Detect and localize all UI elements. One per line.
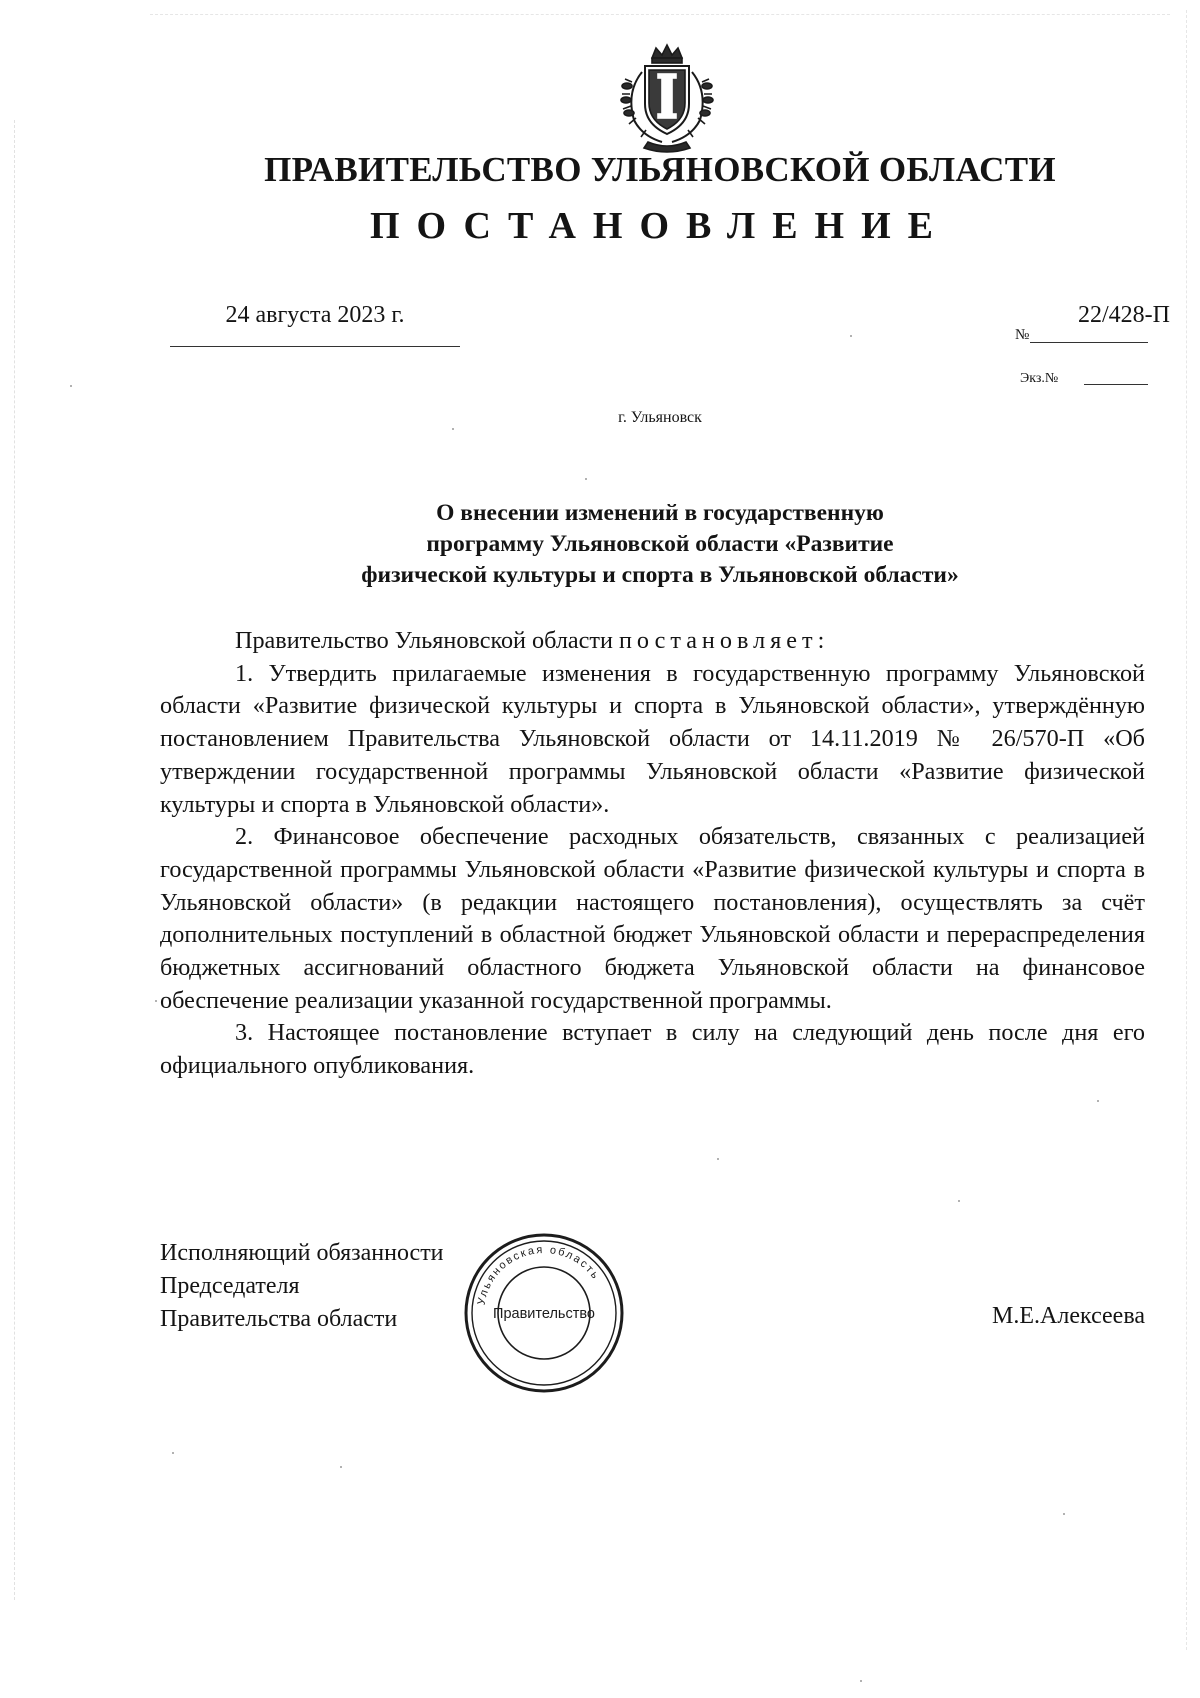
coat-of-arms-icon <box>612 42 722 154</box>
signer-position-line: Председателя <box>160 1273 300 1299</box>
government-title: ПРАВИТЕЛЬСТВО УЛЬЯНОВСКОЙ ОБЛАСТИ <box>264 150 1056 189</box>
scan-speck <box>850 335 852 337</box>
official-stamp-icon <box>463 1232 625 1394</box>
scan-speck <box>1097 1100 1099 1102</box>
document-body <box>160 625 1145 1083</box>
scan-edge-top <box>150 14 1170 16</box>
stamp-ring-text: Ульяновская область <box>475 1243 603 1307</box>
scan-edge-right <box>1186 10 1188 1650</box>
document-type-title: ПОСТАНОВЛЕНИЕ <box>369 205 951 247</box>
paragraph-1: 1. Утвердить прилагаемые изменения в государственную программу Ульяновской области «Развитие физической культуры и спорта в Ульяновской области», утверждённую постановлением Правительства Ульяновской области от 14.11.2019 № 26/570-П «Об утверждении государственной программы Ульяновской области «Развитие физической культуры и спорта в Ульяновской области». <box>160 659 1145 818</box>
scan-speck <box>172 1452 174 1454</box>
scan-speck <box>958 1200 960 1202</box>
signer-position <box>160 1237 444 1336</box>
number-underline <box>1030 342 1148 343</box>
scan-speck <box>585 478 587 480</box>
preamble-keyword: постановляет <box>618 627 818 654</box>
document-number: 22/428-П <box>1078 302 1170 328</box>
subject-line: программу Ульяновской области «Развитие <box>426 531 894 557</box>
city-name: г. Ульяновск <box>618 409 702 426</box>
scan-speck <box>340 1466 342 1468</box>
number-sign: № <box>1015 327 1030 343</box>
scan-speck <box>860 1680 862 1682</box>
scan-speck <box>1063 1513 1065 1515</box>
paragraph-3: 3. Настоящее постановление вступает в силу на следующий день после дня его официального опубликования. <box>160 1019 1145 1080</box>
paragraph-2: 2. Финансовое обеспечение расходных обязательств, связанных с реализацией государственной программы Ульяновской области «Развитие физической культуры и спорта в Ульяновской области» (в редакции настоящего постановления), осуществлять за счёт дополнительных поступлений в областной бюджет Ульяновской области и перераспределения бюджетных ассигнований областного бюджета Ульяновской области на финансовое обеспечение реализации указанной государственной программы. <box>160 823 1145 1014</box>
signer-position-line: Исполняющий обязанности <box>160 1240 444 1266</box>
scan-speck <box>70 385 72 387</box>
scan-speck <box>452 428 454 430</box>
subject-line: О внесении изменений в государственную <box>436 500 884 526</box>
date-underline <box>170 346 460 347</box>
scan-speck <box>155 1000 157 1002</box>
stamp-center-text: Правительство <box>493 1306 595 1322</box>
signer-position-line: Правительства области <box>160 1306 398 1332</box>
signer-name: М.Е.Алексеева <box>992 1303 1145 1329</box>
subject-line: физической культуры и спорта в Ульяновской области» <box>361 562 959 588</box>
document-date: 24 августа 2023 г. <box>225 302 405 328</box>
scan-speck <box>717 1158 719 1160</box>
copy-number-label: Экз.№ <box>1020 371 1059 386</box>
copy-number-underline <box>1084 384 1148 385</box>
scan-edge-left <box>14 120 16 1600</box>
preamble <box>160 625 1145 658</box>
preamble-colon: : <box>817 627 825 654</box>
preamble-text: Правительство Ульяновской области <box>235 627 619 654</box>
document-subject <box>240 498 1080 591</box>
